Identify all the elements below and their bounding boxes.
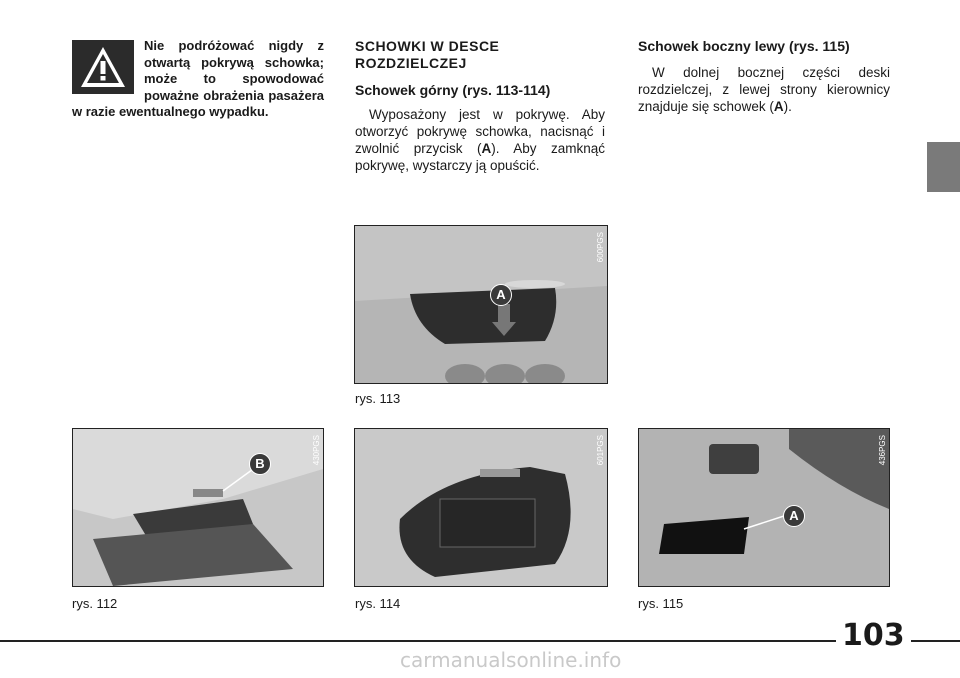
page-number: 103 xyxy=(836,618,911,653)
figure-114-code: 601PGS xyxy=(596,435,605,466)
figure-113-callout: A xyxy=(490,284,512,306)
figure-112-caption: rys. 112 xyxy=(72,596,118,611)
figure-114-image xyxy=(354,428,608,587)
warning-text: Nie podróżować nigdy z otwartą pokrywą schowka; może to spowodować poważne obrażenia pasażera w razie ewentualnego wypadku. xyxy=(72,38,324,119)
figure-112-callout: B xyxy=(249,453,271,475)
figure-115-image xyxy=(638,428,890,587)
warning-block xyxy=(72,38,324,121)
section-heading: SCHOWKI W DESCE ROZDZIELCZEJ xyxy=(355,38,500,71)
figure-112-image xyxy=(72,428,324,587)
figure-114-caption: rys. 114 xyxy=(355,596,401,611)
upper-compartment-title: Schowek górny (rys. 113-114) xyxy=(355,82,551,98)
side-compartment-title: Schowek boczny lewy (rys. 115) xyxy=(638,38,850,54)
figure-115-callout: A xyxy=(783,505,805,527)
chapter-tab xyxy=(927,142,960,192)
watermark: carmanualsonline.info xyxy=(400,648,622,672)
figure-113-caption: rys. 113 xyxy=(355,391,401,406)
figure-113-image xyxy=(354,225,608,384)
warning-icon xyxy=(72,40,134,94)
footer-rule xyxy=(0,640,960,642)
figure-113-code: 600PGS xyxy=(596,232,605,263)
upper-compartment-body: Wyposażony jest w pokrywę. Aby otworzyć pokrywę schowka, nacisnąć i zwolnić przycisk (A). Aby zamknąć pokrywę, wystarczy ją opuścić. xyxy=(355,107,605,173)
column-upper-compartment xyxy=(355,38,605,174)
column-side-compartment xyxy=(638,38,890,115)
figure-112-code: 430PGS xyxy=(312,435,321,466)
figure-115-caption: rys. 115 xyxy=(638,596,684,611)
figure-115-code: 436PGS xyxy=(878,435,887,466)
side-compartment-body: W dolnej bocznej części deski rozdzielczej, z lewej strony kierownicy znajduje się schowek (A). xyxy=(638,65,890,114)
